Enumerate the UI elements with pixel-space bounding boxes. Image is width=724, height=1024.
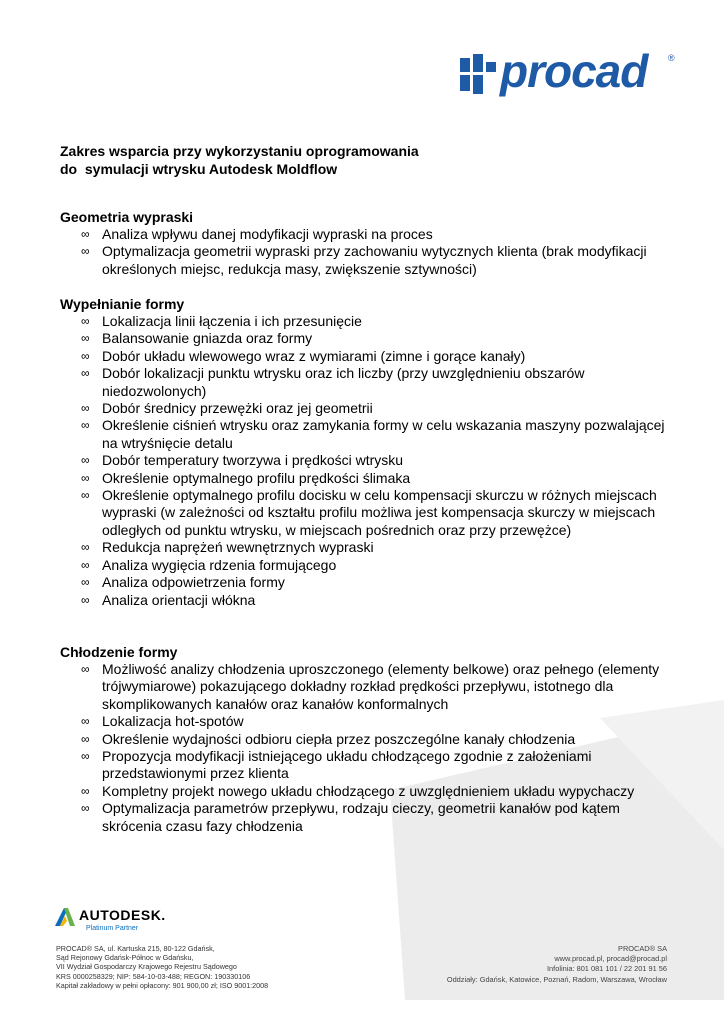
autodesk-partner-logo xyxy=(55,907,205,935)
list-item-text: Określenie ciśnień wtrysku oraz zamykania formy w celu wskazania maszyny pozwalającej na wtryśnięcie detalu xyxy=(102,417,665,451)
footer-line: www.procad.pl, procad@procad.pl xyxy=(554,954,667,964)
partner-level: Platinum Partner xyxy=(86,925,139,932)
list-item-text: Dobór średnicy przewężki oraz jej geometrii xyxy=(102,400,373,417)
list-item-text: Dobór lokalizacji punktu wtrysku oraz ich liczby (przy uwzględnieniu obszarów niedozwolonych) xyxy=(102,365,585,399)
bullet-icon: ∞ xyxy=(81,366,90,381)
list-item xyxy=(60,417,682,452)
list-item-text: Balansowanie gniazda oraz formy xyxy=(102,330,313,347)
bullet-list xyxy=(60,661,700,835)
list-item-text: Kompletny projekt nowego układu chłodzącego z uwzględnieniem układu wypychaczy xyxy=(102,782,635,799)
list-item xyxy=(60,330,682,347)
bullet-list xyxy=(60,226,700,278)
title-line-1: Zakres wsparcia przy wykorzystaniu oprogramowania xyxy=(60,143,419,159)
footer-line: Kapitał zakładowy w pełni opłacony: 901 900,00 zł; ISO 9001:2008 xyxy=(56,980,269,990)
bullet-list xyxy=(60,313,700,609)
bullet-icon: ∞ xyxy=(81,470,90,485)
footer-line: PROCAD® SA xyxy=(618,944,667,953)
list-item xyxy=(60,661,682,713)
list-item-text: Redukcja naprężeń wewnętrznych wypraski xyxy=(102,539,374,556)
list-item-text: Określenie optymalnego profilu prędkości ślimaka xyxy=(102,469,411,486)
list-item-text: Lokalizacja linii łączenia i ich przesunięcie xyxy=(102,313,362,329)
list-item xyxy=(60,592,682,609)
document-title xyxy=(60,142,419,178)
list-item-text: Optymalizacja parametrów przepływu, rodzaju cieczy, geometrii kanałów pod kątem skrócenia czasu fazy chłodzenia xyxy=(102,800,620,834)
procad-logo xyxy=(460,45,685,100)
bullet-icon: ∞ xyxy=(81,314,90,328)
section-heading: Chłodzenie formy xyxy=(60,644,178,660)
bullet-icon: ∞ xyxy=(81,801,90,816)
bullet-icon: ∞ xyxy=(81,244,90,259)
bullet-icon: ∞ xyxy=(81,331,90,346)
list-item-text: Określenie optymalnego profilu docisku w celu kompensacji skurczu w różnych miejscach wypraski (w zależności od kształtu profilu możliwa jest kompensacja skurczy w miejscach odległych od punktu wtrysku, w miejscach pośrednich oraz przy przewężce) xyxy=(102,487,657,538)
title-line-2: do symulacji wtrysku Autodesk Moldflow xyxy=(60,161,338,177)
list-item xyxy=(60,783,682,800)
section-geometria xyxy=(60,208,700,278)
footer-line: KRS 0000258329; NIP: 584-10-03-488; REGON: 190330106 xyxy=(56,971,251,981)
list-item-text: Dobór układu wlewowego wraz z wymiarami (zimne i gorące kanały) xyxy=(102,347,526,364)
section-wypelnianie xyxy=(60,295,700,609)
list-item-text: Analiza wygięcia rdzenia formującego xyxy=(102,556,337,573)
list-item xyxy=(60,365,682,400)
bullet-icon: ∞ xyxy=(81,592,90,607)
bullet-icon: ∞ xyxy=(81,575,90,590)
list-item xyxy=(60,713,682,730)
bullet-icon: ∞ xyxy=(81,488,90,503)
list-item xyxy=(60,348,682,365)
footer-line: PROCAD® SA, ul. Kartuska 215, 80-122 Gdańsk, xyxy=(56,944,215,953)
section-chlodzenie xyxy=(60,643,700,835)
footer-contact-info xyxy=(447,944,667,985)
footer-company-info xyxy=(56,944,268,990)
bullet-icon: ∞ xyxy=(81,662,90,676)
list-item-text: Dobór temperatury tworzywa i prędkości wtrysku xyxy=(102,452,404,469)
list-item-text: Określenie wydajności odbioru ciepła przez poszczególne kanały chłodzenia xyxy=(102,730,576,747)
list-item xyxy=(60,470,682,487)
list-item-text: Analiza orientacji włókna xyxy=(102,591,256,608)
footer-line: Oddziały: Gdańsk, Katowice, Poznań, Radom, Warszawa, Wrocław xyxy=(446,974,667,984)
list-item xyxy=(60,574,682,591)
list-item xyxy=(60,731,682,748)
autodesk-name: AUTODESK. xyxy=(79,907,166,923)
list-item xyxy=(60,226,682,243)
list-item xyxy=(60,748,682,783)
list-item-text: Analiza odpowietrzenia formy xyxy=(102,574,285,591)
bullet-icon: ∞ xyxy=(81,783,90,798)
autodesk-icon xyxy=(55,908,75,926)
list-item xyxy=(60,557,682,574)
section-heading: Wypełnianie formy xyxy=(60,296,185,312)
bullet-icon: ∞ xyxy=(81,714,90,729)
list-item xyxy=(60,452,682,469)
bullet-icon: ∞ xyxy=(81,453,90,468)
registered-mark: ® xyxy=(668,53,675,63)
bullet-icon: ∞ xyxy=(81,557,90,572)
footer-line: Sąd Rejonowy Gdańsk-Północ w Gdańsku, xyxy=(56,953,194,963)
bullet-icon: ∞ xyxy=(81,348,90,363)
list-item xyxy=(60,539,682,556)
list-item xyxy=(60,487,682,539)
footer-line: Infolinia: 801 081 101 / 22 201 91 56 xyxy=(547,964,667,974)
bullet-icon: ∞ xyxy=(81,401,90,416)
list-item-text: Możliwość analizy chłodzenia uproszczonego (elementy belkowe) oraz pełnego (elementy trójwymiarowe) pokazującego dokładny rozkład prędkości przepływu, istotnego dla skomplikowanych kanałów oraz kanałów konformalnych xyxy=(102,661,660,712)
bullet-icon: ∞ xyxy=(81,731,90,746)
bullet-icon: ∞ xyxy=(81,227,90,241)
list-item xyxy=(60,313,682,330)
list-item xyxy=(60,243,682,278)
list-item-text: Lokalizacja hot-spotów xyxy=(102,713,244,730)
list-item-text: Analiza wpływu danej modyfikacji wypraski na proces xyxy=(102,226,433,242)
list-item-text: Optymalizacja geometrii wypraski przy zachowaniu wytycznych klienta (brak modyfikacji określonych miejsc, redukcja masy, zwiększenie sztywności) xyxy=(102,243,647,277)
bullet-icon: ∞ xyxy=(81,540,90,555)
section-heading: Geometria wypraski xyxy=(60,209,194,225)
bullet-icon: ∞ xyxy=(81,749,90,764)
list-item xyxy=(60,800,682,835)
procad-logo-text: procad xyxy=(500,45,648,97)
footer-line: VII Wydział Gospodarczy Krajowego Rejestru Sądowego xyxy=(56,962,237,972)
procad-logo-icon xyxy=(460,54,496,94)
bullet-icon: ∞ xyxy=(81,418,90,433)
list-item xyxy=(60,400,682,417)
list-item-text: Propozycja modyfikacji istniejącego układu chłodzącego zgodnie z założeniami przedstawionymi przez klienta xyxy=(102,748,592,782)
